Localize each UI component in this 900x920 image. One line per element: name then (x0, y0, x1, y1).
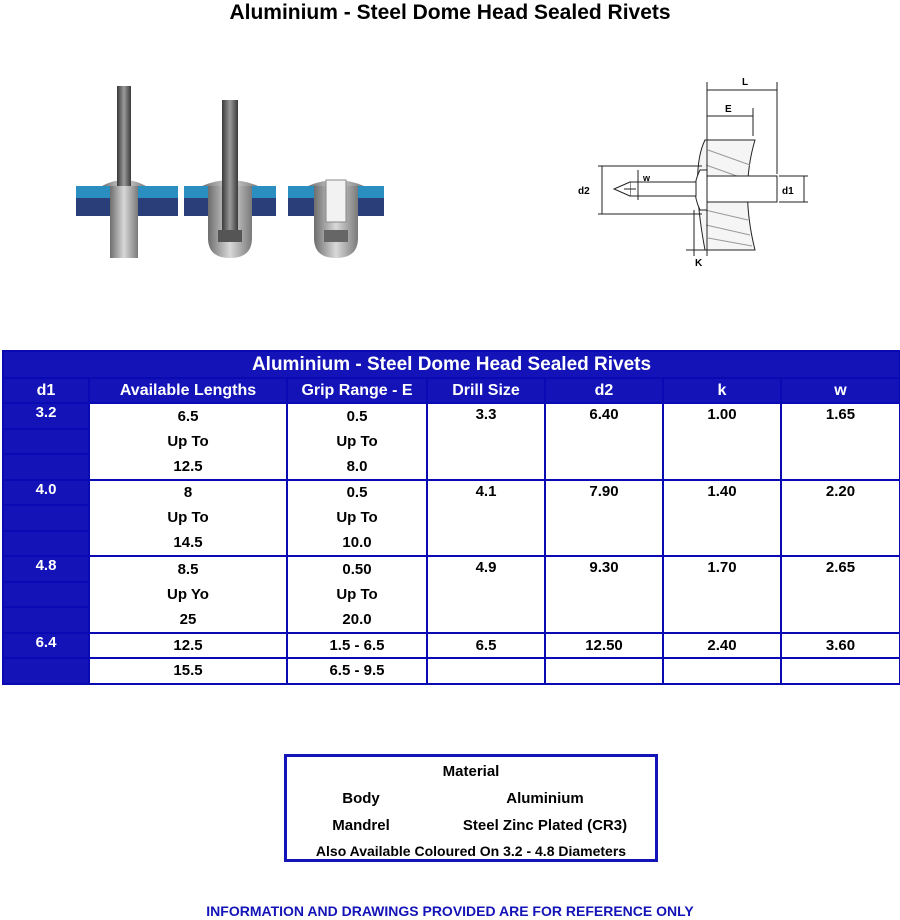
d1-cell-blank (3, 531, 89, 557)
grip-cell: Up To (287, 429, 427, 455)
rivet-stage-3 (288, 180, 384, 258)
dim-label-k: K (695, 258, 703, 269)
d1-cell-blank (3, 658, 89, 684)
length-cell: 12.5 (89, 454, 287, 480)
table-row (3, 658, 900, 684)
length-cell: Up To (89, 429, 287, 455)
d1-cell: 4.8 (3, 556, 89, 582)
rivet-stage-1 (76, 86, 178, 258)
length-cell: 14.5 (89, 531, 287, 557)
rivet-dimension-drawing (570, 70, 810, 280)
grip-cell: 6.5 - 9.5 (287, 658, 427, 684)
table-row (3, 403, 900, 429)
k-cell-empty (663, 658, 781, 684)
d2-cell-empty (545, 658, 663, 684)
length-cell: 25 (89, 607, 287, 633)
table-row (3, 556, 900, 582)
material-value: Steel Zinc Plated (CR3) (462, 817, 628, 834)
grip-cell: 0.5 (287, 403, 427, 429)
w-cell-empty (781, 658, 900, 684)
col-header-d2: d2 (545, 378, 663, 403)
drill-cell: 4.1 (427, 480, 545, 557)
length-cell: 15.5 (89, 658, 287, 684)
grip-cell: Up To (287, 582, 427, 608)
material-label: Body (342, 790, 380, 807)
table-row (3, 480, 900, 506)
table-title: Aluminium - Steel Dome Head Sealed Rivets (3, 351, 900, 378)
reference-disclaimer: INFORMATION AND DRAWINGS PROVIDED ARE FOR REFERENCE ONLY (206, 903, 694, 919)
table-header-row (3, 378, 900, 403)
dim-label-d2: d2 (578, 186, 590, 197)
material-box (284, 754, 658, 862)
rivet-stage-2 (184, 100, 276, 258)
k-cell: 1.00 (663, 403, 781, 480)
grip-cell: 8.0 (287, 454, 427, 480)
k-cell: 2.40 (663, 633, 781, 659)
d1-cell-blank (3, 429, 89, 455)
drill-cell-empty (427, 658, 545, 684)
dim-label-d1: d1 (782, 186, 794, 197)
d1-cell-blank (3, 582, 89, 608)
w-cell: 2.20 (781, 480, 900, 557)
length-cell: 6.5 (89, 403, 287, 429)
drill-cell: 6.5 (427, 633, 545, 659)
d1-cell: 4.0 (3, 480, 89, 506)
d1-cell: 3.2 (3, 403, 89, 429)
length-cell: Up To (89, 505, 287, 531)
drill-cell: 4.9 (427, 556, 545, 633)
material-note: Also Available Coloured On 3.2 - 4.8 Diameters (315, 843, 627, 859)
length-cell: 12.5 (89, 633, 287, 659)
k-cell: 1.40 (663, 480, 781, 557)
d1-cell-blank (3, 454, 89, 480)
col-header-k: k (663, 378, 781, 403)
grip-cell: 1.5 - 6.5 (287, 633, 427, 659)
d2-cell: 7.90 (545, 480, 663, 557)
d1-cell: 6.4 (3, 633, 89, 659)
material-label: Mandrel (332, 817, 390, 834)
grip-cell: 20.0 (287, 607, 427, 633)
col-header-w: w (781, 378, 900, 403)
dim-label-w: w (643, 173, 651, 183)
length-cell: 8 (89, 480, 287, 506)
table-row (3, 633, 900, 659)
w-cell: 2.65 (781, 556, 900, 633)
col-header-lengths: Available Lengths (89, 378, 287, 403)
grip-cell: 10.0 (287, 531, 427, 557)
d2-cell: 9.30 (545, 556, 663, 633)
page-title: Aluminium - Steel Dome Head Sealed Rivets (229, 1, 671, 24)
d2-cell: 12.50 (545, 633, 663, 659)
k-cell: 1.70 (663, 556, 781, 633)
col-header-drill: Drill Size (427, 378, 545, 403)
w-cell: 3.60 (781, 633, 900, 659)
d1-cell-blank (3, 607, 89, 633)
dim-label-l: L (742, 77, 749, 88)
w-cell: 1.65 (781, 403, 900, 480)
length-cell: Up Yo (89, 582, 287, 608)
grip-cell: 0.5 (287, 480, 427, 506)
length-cell: 8.5 (89, 556, 287, 582)
rivet-installation-illustration (70, 80, 400, 265)
material-value: Aluminium (506, 790, 584, 807)
col-header-grip: Grip Range - E (287, 378, 427, 403)
drill-cell: 3.3 (427, 403, 545, 480)
material-heading: Material (442, 763, 500, 780)
d1-cell-blank (3, 505, 89, 531)
grip-cell: 0.50 (287, 556, 427, 582)
spec-table (2, 350, 900, 685)
grip-cell: Up To (287, 505, 427, 531)
d2-cell: 6.40 (545, 403, 663, 480)
dim-label-e: E (725, 104, 732, 115)
col-header-d1: d1 (3, 378, 89, 403)
